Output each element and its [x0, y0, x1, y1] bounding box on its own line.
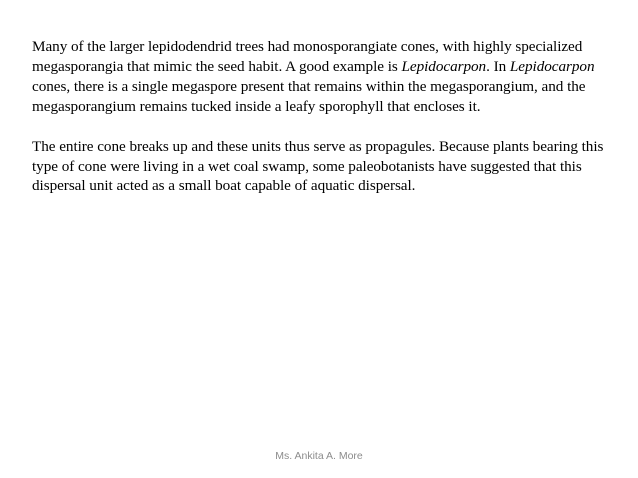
term-lepidocarpon-second: Lepidocarpon: [509, 57, 595, 75]
paragraph-1-text-b: . In: [486, 57, 510, 75]
slide-body: [32, 37, 622, 196]
footer-author: Ms. Ankita A. More: [275, 450, 363, 462]
paragraph-dispersal: The entire cone breaks up and these units thus serve as propagules. Because plants bearing this type of cone were living in a wet coal swamp, some paleobotanists have suggested that this dispersal unit acted as a small boat capable of aquatic dispersal.: [32, 137, 604, 195]
paragraph-1-text-a: Many of the larger lepidodendrid trees had monosporangiate cones, with highly specialized megasporangia that mimic the seed habit. A good example is: [32, 38, 583, 75]
paragraph-1-text-c: cones, there is a single megaspore present that remains within the megasporangium, and the megasporangium remains tucked inside a leafy sporophyll that encloses it.: [32, 77, 586, 115]
term-lepidocarpon: Lepidocarpon: [401, 57, 487, 75]
paragraph-lepidocarpon: [32, 37, 622, 117]
